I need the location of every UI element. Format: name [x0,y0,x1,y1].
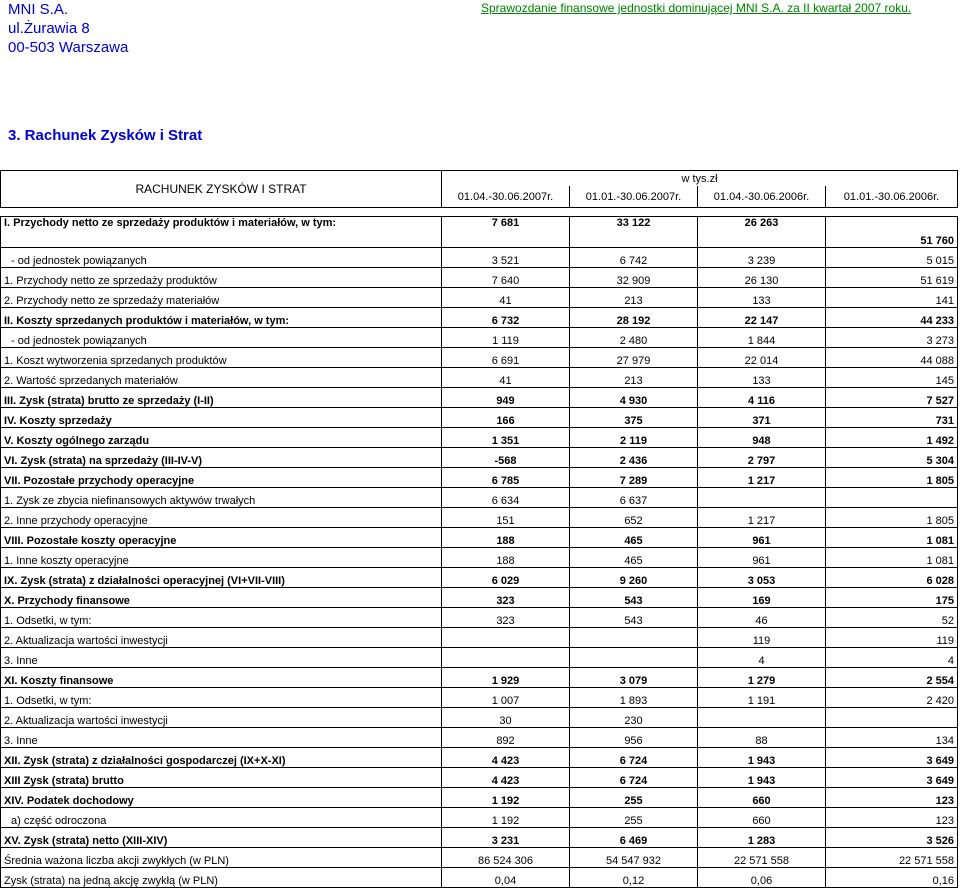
row-value: 7 681 [442,217,570,248]
row-value: 3 273 [826,328,958,348]
row-label: XI. Koszty finansowe [1,668,442,688]
table-row [1,428,958,448]
row-value: 956 [570,728,698,748]
table-row [1,348,958,368]
row-value: 141 [826,288,958,308]
row-value: 28 192 [570,308,698,328]
row-value: 5 304 [826,448,958,468]
row-label: a) część odroczona [1,808,442,828]
row-value: 543 [570,588,698,608]
row-label: 2. Aktualizacja wartości inwestycji [1,628,442,648]
row-value [570,648,698,668]
period-header: 01.01.-30.06.2006r. [826,186,958,207]
table-row [1,528,958,548]
table-row [1,868,958,888]
row-value: 3 239 [698,248,826,268]
row-value: 731 [826,408,958,428]
row-value [442,648,570,668]
row-value: 6 785 [442,468,570,488]
row-value: 1 192 [442,788,570,808]
row-label: 2. Inne przychody operacyjne [1,508,442,528]
row-value: 213 [570,288,698,308]
row-value: 123 [826,788,958,808]
table-row [1,748,958,768]
row-value: 1 119 [442,328,570,348]
row-value: 7 640 [442,268,570,288]
row-value [698,708,826,728]
table-row [1,488,958,508]
row-label: - od jednostek powiązanych [1,328,442,348]
row-value: 175 [826,588,958,608]
row-value: 213 [570,368,698,388]
table-row [1,408,958,428]
row-value: 3 053 [698,568,826,588]
row-value: 1 192 [442,808,570,828]
row-value: 660 [698,808,826,828]
row-value: 1 929 [442,668,570,688]
row-value: 41 [442,288,570,308]
row-value: 6 028 [826,568,958,588]
row-value: 1 943 [698,748,826,768]
row-value: 44 088 [826,348,958,368]
row-value: 7 289 [570,468,698,488]
table-row [1,628,958,648]
row-value: 1 191 [698,688,826,708]
table-row [1,708,958,728]
row-value: 949 [442,388,570,408]
row-value: 255 [570,808,698,828]
row-value: 5 015 [826,248,958,268]
row-value: 4 116 [698,388,826,408]
row-value: 2 420 [826,688,958,708]
row-value: 961 [698,528,826,548]
row-value: 88 [698,728,826,748]
row-value: 4 423 [442,768,570,788]
table-row [1,788,958,808]
table-row [1,828,958,848]
row-value: 188 [442,528,570,548]
row-value: 1 217 [698,508,826,528]
row-value [442,628,570,648]
row-value: 0,04 [442,868,570,888]
row-value: 2 480 [570,328,698,348]
period-header: 01.04.-30.06.2006r. [698,186,826,207]
row-value: 323 [442,588,570,608]
row-value: 6 637 [570,488,698,508]
row-value: 543 [570,608,698,628]
row-value: 961 [698,548,826,568]
row-value: 6 634 [442,488,570,508]
row-label: Średnia ważona liczba akcji zwykłych (w PLN) [1,848,442,868]
row-label: IV. Koszty sprzedaży [1,408,442,428]
row-value: 255 [570,788,698,808]
row-value: 1 351 [442,428,570,448]
spacer-row [1,208,958,217]
row-label: II. Koszty sprzedanych produktów i materiałów, w tym: [1,308,442,328]
row-value: 1 217 [698,468,826,488]
report-title-link[interactable]: Sprawozdanie finansowe jednostki dominującej MNI S.A. za II kwartał 2007 roku. [481,1,912,15]
row-value: 30 [442,708,570,728]
row-value: 51 760 [826,217,958,248]
section-title: 3. Rachunek Zysków i Strat [8,127,203,144]
row-label: 1. Koszt wytworzenia sprzedanych produktów [1,348,442,368]
row-value: -568 [442,448,570,468]
table-title: RACHUNEK ZYSKÓW I STRAT [1,171,442,208]
row-label: - od jednostek powiązanych [1,248,442,268]
row-label: VII. Pozostałe przychody operacyjne [1,468,442,488]
row-value: 660 [698,788,826,808]
row-value: 169 [698,588,826,608]
row-value: 54 547 932 [570,848,698,868]
row-value: 2 554 [826,668,958,688]
table-row [1,468,958,488]
table-row [1,548,958,568]
row-value: 6 029 [442,568,570,588]
row-value: 22 571 558 [826,848,958,868]
row-value: 119 [826,628,958,648]
company-address [8,0,128,57]
row-value: 1 081 [826,548,958,568]
row-value: 4 930 [570,388,698,408]
row-label: VI. Zysk (strata) na sprzedaży (III-IV-V) [1,448,442,468]
row-label: 2. Wartość sprzedanych materiałów [1,368,442,388]
row-label: 2. Aktualizacja wartości inwestycji [1,708,442,728]
table-header-row [1,171,958,187]
row-value: 6 724 [570,768,698,788]
table-row [1,688,958,708]
row-value: 188 [442,548,570,568]
table-row [1,768,958,788]
row-value: 51 619 [826,268,958,288]
row-value [826,708,958,728]
row-value: 2 436 [570,448,698,468]
row-value: 119 [698,628,826,648]
row-value [698,488,826,508]
row-label: 1. Zysk ze zbycia niefinansowych aktywów trwałych [1,488,442,508]
row-value: 892 [442,728,570,748]
row-value: 151 [442,508,570,528]
row-value: 22 014 [698,348,826,368]
row-value: 465 [570,548,698,568]
row-value: 3 526 [826,828,958,848]
table-row [1,448,958,468]
company-street: ul.Żurawia 8 [8,20,90,37]
row-value: 4 [826,648,958,668]
table-row [1,388,958,408]
row-value: 1 007 [442,688,570,708]
row-value: 46 [698,608,826,628]
row-value: 3 521 [442,248,570,268]
row-value: 166 [442,408,570,428]
row-value: 44 233 [826,308,958,328]
row-value: 6 742 [570,248,698,268]
row-value: 145 [826,368,958,388]
row-value: 134 [826,728,958,748]
table-row [1,328,958,348]
row-value: 41 [442,368,570,388]
row-value [826,488,958,508]
row-value: 1 279 [698,668,826,688]
table-row [1,588,958,608]
row-value: 52 [826,608,958,628]
row-label: Zysk (strata) na jedną akcję zwykłą (w PLN) [1,868,442,888]
row-label: IX. Zysk (strata) z działalności operacyjnej (VI+VII-VIII) [1,568,442,588]
row-value: 4 [698,648,826,668]
row-value: 948 [698,428,826,448]
row-value: 27 979 [570,348,698,368]
row-label: 1. Odsetki, w tym: [1,608,442,628]
period-header: 01.04.-30.06.2007r. [442,186,570,207]
row-value: 0,06 [698,868,826,888]
table-row [1,728,958,748]
row-value: 22 571 558 [698,848,826,868]
row-value: 6 691 [442,348,570,368]
row-value: 2 119 [570,428,698,448]
row-label: I. Przychody netto ze sprzedaży produktów i materiałów, w tym: [1,217,442,248]
row-value [570,628,698,648]
row-value: 1 943 [698,768,826,788]
row-value: 26 130 [698,268,826,288]
row-value: 1 805 [826,508,958,528]
row-label: 3. Inne [1,728,442,748]
row-value: 1 081 [826,528,958,548]
row-label: V. Koszty ogólnego zarządu [1,428,442,448]
table-row [1,808,958,828]
unit-label: w tys.zł [442,171,958,187]
row-value: 323 [442,608,570,628]
row-value: 1 805 [826,468,958,488]
row-value: 2 797 [698,448,826,468]
row-value: 133 [698,368,826,388]
period-header: 01.01.-30.06.2007r. [570,186,698,207]
row-value: 1 492 [826,428,958,448]
row-label: XV. Zysk (strata) netto (XIII-XIV) [1,828,442,848]
row-label: VIII. Pozostałe koszty operacyjne [1,528,442,548]
row-label: 1. Przychody netto ze sprzedaży produktów [1,268,442,288]
row-value: 86 524 306 [442,848,570,868]
table-row [1,288,958,308]
row-value: 9 260 [570,568,698,588]
row-value: 26 263 [698,217,826,248]
row-value: 1 283 [698,828,826,848]
table-row [1,368,958,388]
row-value: 1 893 [570,688,698,708]
row-value: 230 [570,708,698,728]
row-value: 3 649 [826,748,958,768]
table-row [1,508,958,528]
table-row [1,568,958,588]
table-row [1,608,958,628]
table-row [1,668,958,688]
row-value: 3 079 [570,668,698,688]
row-value: 465 [570,528,698,548]
row-value: 3 231 [442,828,570,848]
row-value: 652 [570,508,698,528]
row-value: 0,12 [570,868,698,888]
row-value: 371 [698,408,826,428]
row-value: 32 909 [570,268,698,288]
row-label: 2. Przychody netto ze sprzedaży materiałów [1,288,442,308]
table-row [1,268,958,288]
row-label: 3. Inne [1,648,442,668]
row-value: 1 844 [698,328,826,348]
row-value: 33 122 [570,217,698,248]
row-value: 6 469 [570,828,698,848]
company-name: MNI S.A. [8,1,69,18]
row-label: XIII Zysk (strata) brutto [1,768,442,788]
row-value: 4 423 [442,748,570,768]
table-row [1,217,958,248]
row-value: 6 732 [442,308,570,328]
row-label: XII. Zysk (strata) z działalności gospodarczej (IX+X-XI) [1,748,442,768]
row-value: 6 724 [570,748,698,768]
table-row [1,308,958,328]
row-value: 22 147 [698,308,826,328]
company-city: 00-503 Warszawa [8,39,129,56]
row-value: 7 527 [826,388,958,408]
table-row [1,648,958,668]
row-value: 375 [570,408,698,428]
row-label: 1. Inne koszty operacyjne [1,548,442,568]
row-label: X. Przychody finansowe [1,588,442,608]
row-value: 133 [698,288,826,308]
income-statement-table [0,170,958,888]
row-value: 123 [826,808,958,828]
row-value: 0,16 [826,868,958,888]
row-label: XIV. Podatek dochodowy [1,788,442,808]
table-row [1,248,958,268]
row-value: 3 649 [826,768,958,788]
row-label: III. Zysk (strata) brutto ze sprzedaży (I-II) [1,388,442,408]
row-label: 1. Odsetki, w tym: [1,688,442,708]
